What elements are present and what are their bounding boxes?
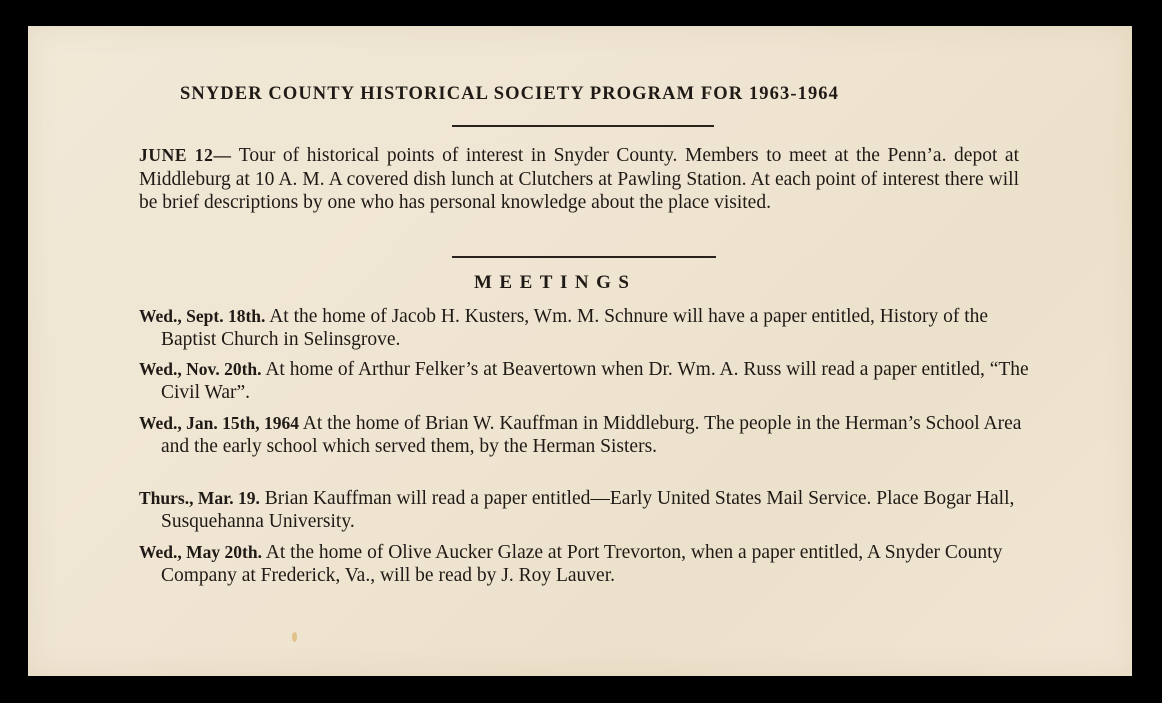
meeting-date: Thurs., Mar. 19. (139, 488, 260, 508)
meeting-entry (139, 412, 1034, 458)
june-description: Tour of historical points of interest in Snyder County. Members to meet at the Penn’a. depot at Middleburg at 10 A. M. A covered dish lunch at Clutchers at Pawling Station. At each point of interest there will be brief descriptions by one who has personal knowledge about the place visited. (139, 145, 1019, 213)
meeting-entry (139, 487, 1034, 533)
june-date-label: JUNE 12— (139, 145, 232, 165)
program-card (28, 26, 1132, 676)
june-tour-paragraph (139, 144, 1019, 215)
meeting-date: Wed., Jan. 15th, 1964 (139, 413, 299, 433)
meeting-description: At the home of Jacob H. Kusters, Wm. M. Schnure will have a paper entitled, History of the Baptist Church in Selinsgrove. (161, 306, 989, 350)
meeting-entry (139, 541, 1034, 587)
meeting-description: At home of Arthur Felker’s at Beavertown when Dr. Wm. A. Russ will read a paper entitled, “The Civil War”. (161, 359, 1029, 403)
meetings-heading: MEETINGS (474, 272, 637, 293)
meeting-date: Wed., May 20th. (139, 542, 262, 562)
meeting-description: Brian Kauffman will read a paper entitled—Early United States Mail Service. Place Bogar Hall, Susquehanna University. (161, 488, 1015, 532)
meeting-date: Wed., Sept. 18th. (139, 306, 266, 326)
paper-stain (292, 632, 297, 642)
page-title: SNYDER COUNTY HISTORICAL SOCIETY PROGRAM FOR 1963-1964 (180, 84, 839, 104)
meeting-description: At the home of Olive Aucker Glaze at Port Trevorton, when a paper entitled, A Snyder County Company at Frederick, Va., will be read by J. Roy Lauver. (161, 542, 1003, 586)
meeting-entry (139, 305, 1034, 351)
section-divider (452, 256, 716, 258)
meeting-date: Wed., Nov. 20th. (139, 359, 262, 379)
meeting-entry (139, 358, 1034, 404)
title-divider (452, 125, 714, 127)
meeting-description: At the home of Brian W. Kauffman in Middleburg. The people in the Herman’s School Area and the early school which served them, by the Herman Sisters. (161, 413, 1022, 457)
